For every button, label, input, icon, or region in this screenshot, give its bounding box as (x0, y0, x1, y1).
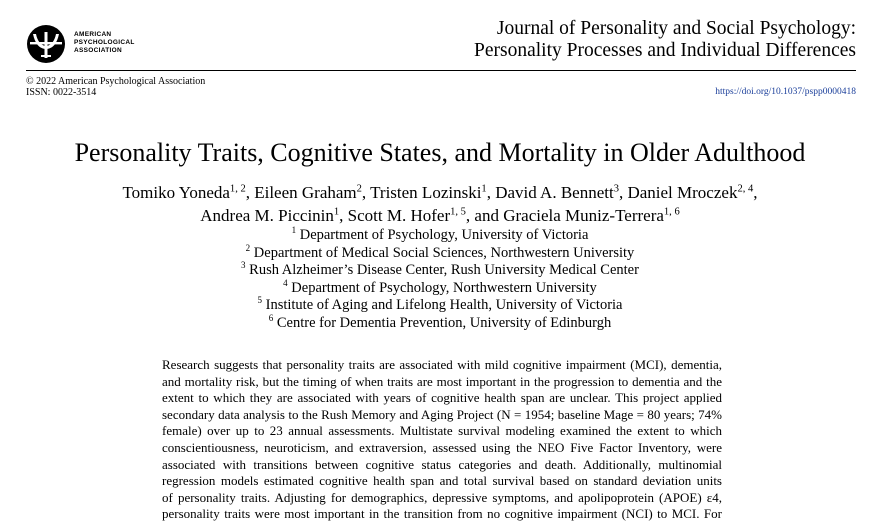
author-affil-marker: 1 (481, 183, 487, 195)
affiliation-number: 1 (291, 225, 297, 236)
affiliation-item (0, 277, 880, 298)
author-name: Andrea M. Piccinin (200, 206, 334, 225)
author-list (0, 181, 880, 227)
affiliation-item (0, 242, 880, 263)
affiliation-item (0, 312, 880, 333)
author-name: Tristen Lozinski (370, 183, 482, 202)
author-name: Graciela Muniz-Terrera (503, 206, 664, 225)
abstract-line: associated with transitions between cognitive status categories and death. Additionally, multinomial (162, 456, 722, 472)
affiliation-text: Department of Psychology, Northwestern University (291, 279, 597, 296)
copyright-text: © 2022 American Psychological Association (26, 76, 206, 87)
apa-org-name (74, 31, 135, 55)
author-separator: , (753, 183, 758, 202)
org-line: AMERICAN (74, 31, 112, 38)
affiliation-list (0, 227, 880, 332)
abstract-line: secondary data analysis to the Rush Memory and Aging Project (N = 1954; baseline Mage = 80 years; 74% (162, 406, 722, 422)
author-name: Scott M. Hofer (347, 206, 451, 225)
header-rule (26, 70, 856, 71)
affiliation-number: 6 (268, 312, 274, 323)
author-separator: , (245, 183, 255, 202)
abstract (162, 357, 722, 523)
journal-header (26, 16, 856, 70)
affiliation-number: 2 (245, 242, 251, 253)
author-affil-marker: 3 (613, 183, 619, 195)
affiliation-item (0, 262, 880, 280)
article-title: Personality Traits, Cognitive States, and Mortality in Older Adulthood (74, 138, 806, 167)
affiliation-item (0, 297, 880, 315)
org-line: PSYCHOLOGICAL (74, 39, 135, 46)
abstract-line: female) over up to 23 annual assessments. Multistate survival modeling examined the extent to which (162, 423, 722, 439)
affiliation-text: Department of Medical Social Sciences, Northwestern University (253, 244, 635, 261)
affiliation-text: Institute of Aging and Lifelong Health, University of Victoria (265, 297, 623, 313)
author-line-1 (0, 181, 880, 204)
author-affil-marker: 2, 4 (737, 183, 754, 195)
journal-title (474, 18, 856, 62)
author-affil-marker: 1 (333, 206, 340, 218)
affiliation-number: 5 (257, 295, 262, 306)
author-separator: , (361, 183, 371, 202)
author-name: Daniel Mroczek (627, 183, 738, 202)
affiliation-number: 4 (283, 277, 288, 288)
doi-link[interactable]: https://doi.org/10.1037/pspp0000418 (715, 87, 856, 97)
author-affil-marker: 1, 6 (663, 206, 680, 218)
affiliation-text: Rush Alzheimer’s Disease Center, Rush University Medical Center (249, 262, 639, 278)
affiliation-text: Department of Psychology, University of Victoria (299, 227, 589, 243)
author-separator: , (618, 183, 628, 202)
abstract-line: personality traits were most important in the transition from no cognitive impairment (NCI) to MCI. For (162, 506, 722, 522)
abstract-line: of personality traits. Adjusting for demographics, depressive symptoms, and apolipoprotein (APOE) ε4, (162, 489, 722, 505)
abstract-line: regression models estimated cognitive health span and total survival based on standard deviation units (162, 473, 722, 489)
abstract-line: and mortality risk, but the timing of when traits are most important in the progression to dementia and the (162, 373, 722, 389)
author-line-2 (0, 204, 880, 227)
author-affil-marker: 2 (356, 183, 362, 195)
abstract-line: conscientiousness, neuroticism, and extraversion, assessed using the NEO Five Factor Inventory, were (162, 439, 722, 455)
author-separator: , and (465, 206, 504, 225)
author-affil-marker: 1, 2 (229, 183, 246, 195)
affiliation-item (0, 227, 880, 245)
author-name: Tomiko Yoneda (122, 183, 230, 202)
author-separator: , (486, 183, 496, 202)
affiliation-text: Centre for Dementia Prevention, University of Edinburgh (276, 314, 612, 331)
publication-meta (26, 76, 205, 98)
affiliation-number: 3 (241, 260, 246, 271)
author-affil-marker: 1, 5 (450, 206, 466, 218)
org-line: ASSOCIATION (74, 47, 122, 54)
journal-title-line2: Personality Processes and Individual Differences (474, 40, 856, 61)
issn-text: ISSN: 0022-3514 (26, 87, 97, 98)
abstract-line: Research suggests that personality traits are associated with mild cognitive impairment (MCI), dementia, (162, 357, 722, 372)
author-name: Eileen Graham (254, 183, 357, 202)
journal-title-line1: Journal of Personality and Social Psychology: (496, 18, 856, 39)
apa-logo-icon (26, 24, 70, 64)
author-name: David A. Bennett (495, 183, 614, 202)
author-separator: , (339, 206, 348, 225)
abstract-line: extent to which they are associated with years of cognitive health span are unclear. This project applied (162, 390, 722, 406)
apa-logo (26, 24, 146, 64)
